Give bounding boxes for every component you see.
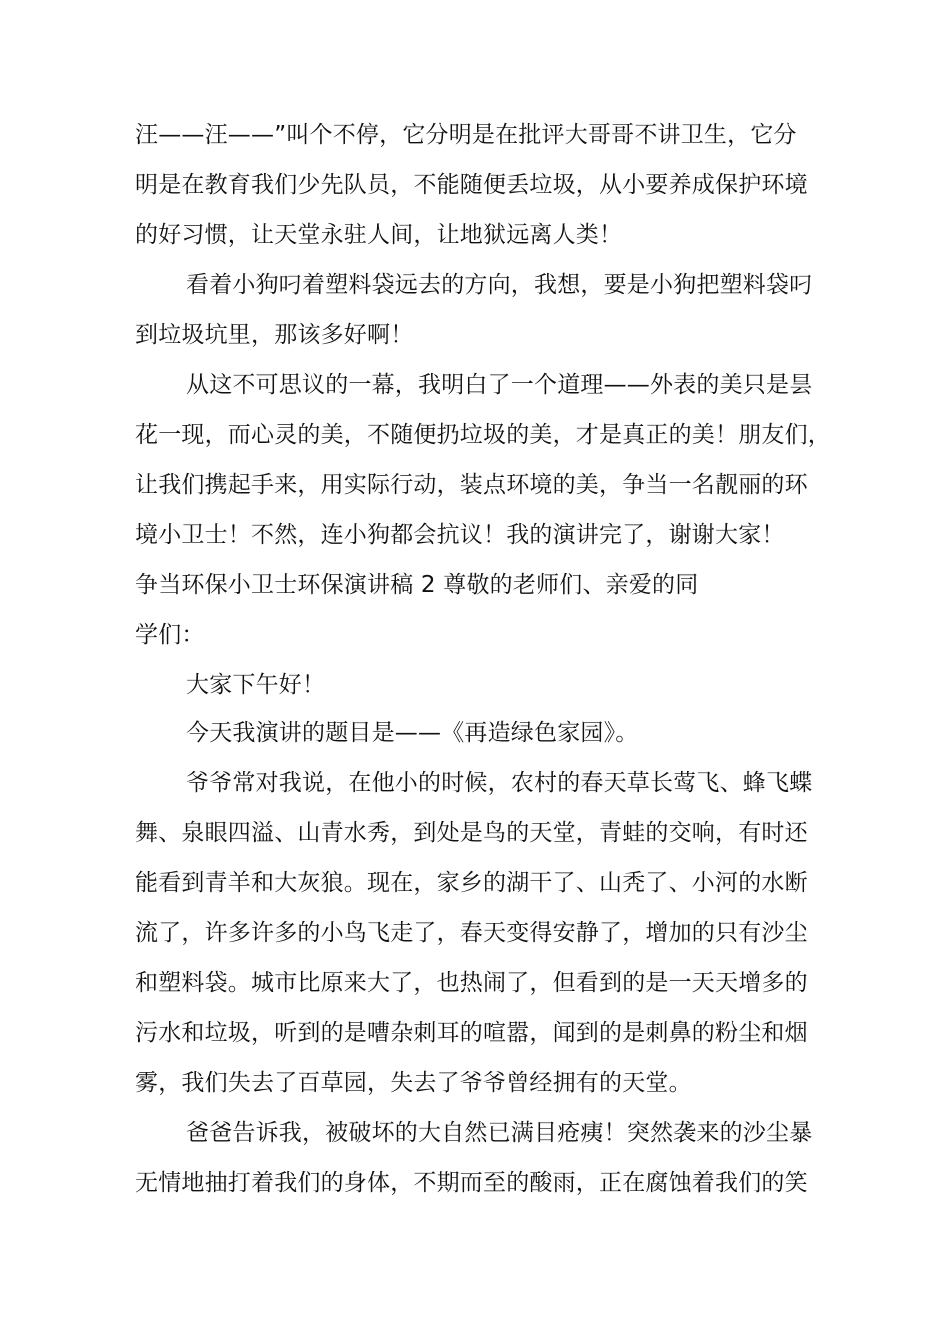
text-line: 境小卫士！不然，连小狗都会抗议！我的演讲完了，谢谢大家！ (135, 522, 785, 548)
text-line: 让我们携起手来，用实际行动，装点环境的美，争当一名靓丽的环 (135, 472, 808, 498)
text-line: 明是在教育我们少先队员，不能随便丢垃圾，从小要养成保护环境 (135, 172, 808, 198)
paragraph-first-line: 看着小狗叼着塑料袋远去的方向，我想，要是小狗把塑料袋叼 (186, 272, 813, 298)
text-line: 雾，我们失去了百草园，失去了爷爷曾经拥有的天堂。 (135, 1070, 692, 1096)
text-line: 流了，许多许多的小鸟飞走了，春天变得安静了，增加的只有沙尘 (135, 920, 808, 946)
text-line: 到垃圾坑里，那该多好啊！ (135, 322, 414, 348)
paragraph-first-line: 爸爸告诉我，被破坏的大自然已满目疮痍！突然袭来的沙尘暴 (186, 1120, 813, 1146)
text-line: 能看到青羊和大灰狼。现在，家乡的湖干了、山秃了、小河的水断 (135, 870, 808, 896)
text-line: 和塑料袋。城市比原来大了，也热闹了，但看到的是一天天增多的 (135, 970, 808, 996)
paragraph-first-line: 从这不可思议的一幕，我明白了一个道理——外表的美只是昙 (186, 372, 813, 398)
paragraph-first-line: 爷爷常对我说，在他小的时候，农村的春天草长莺飞、蜂飞蝶 (186, 770, 813, 796)
text-line: 花一现，而心灵的美，不随便扔垃圾的美，才是真正的美！朋友们， (135, 422, 831, 448)
paragraph-first-line: 今天我演讲的题目是——《再造绿色家园》。 (186, 720, 639, 746)
text-line: 无情地抽打着我们的身体，不期而至的酸雨，正在腐蚀着我们的笑 (135, 1170, 808, 1196)
section-heading-line: 学们： (135, 622, 205, 648)
text-line: 舞、泉眼四溢、山青水秀，到处是鸟的天堂，青蛙的交响，有时还 (135, 820, 808, 846)
greeting-line: 大家下午好！ (186, 672, 326, 698)
text-line: 污水和垃圾，听到的是嘈杂刺耳的喧嚣，闻到的是刺鼻的粉尘和烟 (135, 1020, 808, 1046)
text-line: 的好习惯，让天堂永驻人间，让地狱远离人类！ (135, 222, 623, 248)
text-line: 汪——汪——”叫个不停，它分明是在批评大哥哥不讲卫生，它分 (135, 122, 797, 148)
section-heading-line: 争当环保小卫士环保演讲稿 2 尊敬的老师们、亲爱的同 (135, 572, 699, 598)
